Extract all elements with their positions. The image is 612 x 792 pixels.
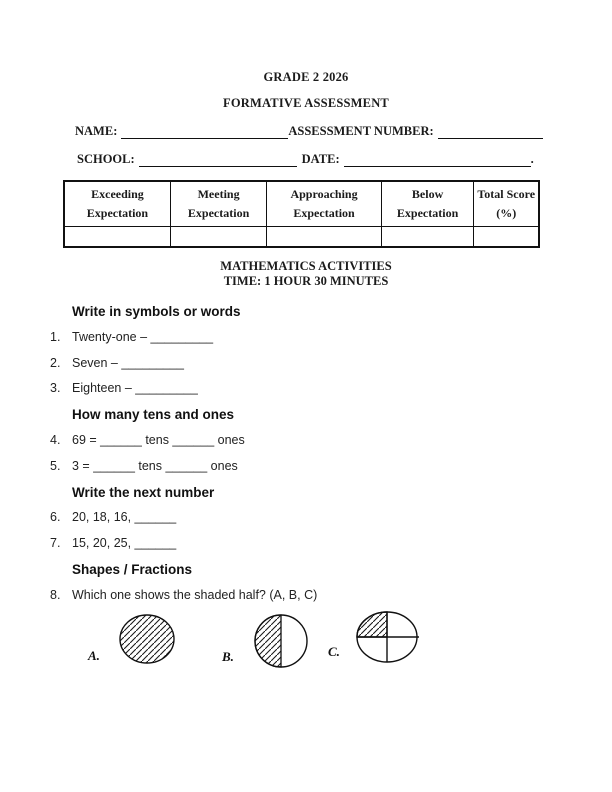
section-heading-tens-ones — [50, 402, 592, 428]
section-heading-text: Write the next number — [72, 484, 215, 500]
question-2 — [50, 351, 592, 377]
section-heading-text: Write in symbols or words — [72, 304, 241, 319]
question-text: Seven – _________ — [72, 355, 184, 370]
cell-total-score-value — [474, 227, 539, 248]
school-row — [77, 152, 534, 167]
circle-half-shaded-figure — [253, 613, 309, 669]
option-b-label: B. — [222, 649, 234, 664]
question-number: 4. — [50, 432, 61, 447]
option-c-label: C. — [328, 644, 340, 659]
question-number: 1. — [50, 329, 61, 344]
section-heading-text: How many tens and ones — [72, 407, 235, 423]
question-text: 15, 20, 25, ______ — [72, 536, 177, 551]
cell-meeting-value — [170, 227, 266, 248]
col-approaching-expectation: Approaching Expectation — [267, 181, 381, 227]
cell-below-value — [381, 227, 474, 248]
activities-time: TIME: 1 HOUR 30 MINUTES — [223, 273, 389, 288]
question-text: 20, 18, 16, ______ — [72, 510, 177, 525]
question-text: Twenty-one – _________ — [72, 329, 214, 344]
cell-approaching-value — [267, 227, 381, 248]
question-3 — [50, 376, 592, 402]
question-5 — [50, 454, 592, 480]
school-label: SCHOOL: — [77, 152, 135, 166]
section-heading-next-number — [50, 480, 592, 506]
question-text: 3 = ______ tens ______ ones — [72, 458, 238, 473]
question-1 — [50, 325, 592, 351]
col-below-expectation: Below Expectation — [381, 181, 474, 227]
fraction-figures — [0, 605, 612, 690]
date-label: DATE: — [301, 152, 340, 166]
question-number: 6. — [50, 510, 61, 525]
date-fill-line — [344, 153, 531, 167]
section-heading-text: Shapes / Fractions — [72, 561, 193, 577]
question-number: 8. — [50, 587, 61, 602]
question-number: 3. — [50, 381, 61, 396]
page-title: GRADE 2 2026 — [263, 70, 349, 84]
activities-heading — [0, 259, 612, 288]
question-4 — [50, 428, 592, 454]
name-row — [75, 124, 543, 139]
option-a-label: A. — [88, 648, 100, 663]
date-line-terminator: . — [530, 152, 534, 166]
cell-exceeding-value — [64, 227, 170, 248]
question-number: 2. — [50, 355, 61, 370]
score-table — [63, 180, 540, 248]
section-heading-shapes-fractions — [50, 557, 592, 583]
question-text: Which one shows the shaded half? (A, B, C) — [72, 587, 318, 602]
name-fill-line — [121, 125, 288, 139]
col-exceeding-expectation: Exceeding Expectation — [64, 181, 170, 227]
circle-fully-shaded-figure — [118, 613, 176, 665]
question-text: 69 = ______ tens ______ ones — [72, 432, 245, 447]
school-fill-line — [139, 153, 297, 167]
page-subtitle: FORMATIVE ASSESSMENT — [223, 96, 389, 110]
col-meeting-expectation: Meeting Expectation — [170, 181, 266, 227]
score-table-header-row — [64, 181, 539, 227]
col-total-score: Total Score (%) — [474, 181, 539, 227]
assessment-number-fill-line — [438, 125, 543, 139]
question-number: 5. — [50, 458, 61, 473]
question-6 — [50, 505, 592, 531]
question-text: Eighteen – _________ — [72, 381, 198, 396]
activities-title: MATHEMATICS ACTIVITIES — [220, 259, 392, 273]
score-table-value-row — [64, 227, 539, 248]
circle-quarter-shaded-figure — [355, 610, 421, 666]
question-list — [50, 299, 592, 609]
question-7 — [50, 531, 592, 557]
name-label: NAME: — [75, 124, 118, 138]
assessment-number-label: ASSESSMENT NUMBER: — [288, 124, 434, 138]
section-heading-symbols-words — [50, 299, 592, 325]
question-number: 7. — [50, 536, 61, 551]
